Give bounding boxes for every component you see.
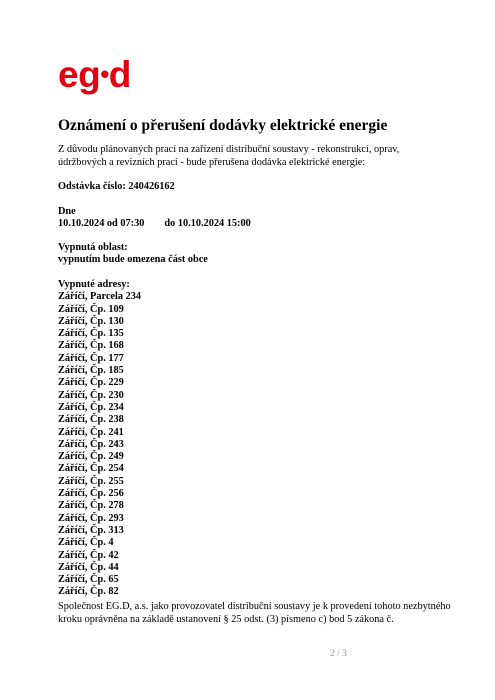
address-item: Záříčí, Čp. 65 <box>58 574 119 586</box>
area-label: Vypnutá oblast: <box>58 242 128 253</box>
address-item: Záříčí, Čp. 255 <box>58 475 124 487</box>
page-title: Oznámení o přerušení dodávky elektrické energie <box>58 117 388 134</box>
address-item: Záříčí, Čp. 44 <box>58 561 119 573</box>
area-value: vypnutím bude omezena část obce <box>58 254 208 266</box>
legal-footer: Společnost EG.D, a.s. jako provozovatel distribuční soustavy je k provedení tohoto nezbytného kroku oprávněna na základě ustanovení § 25 odst. (3) písmeno c) bod 5 zákona č. <box>58 601 451 625</box>
address-item: Záříčí, Čp. 241 <box>58 426 124 438</box>
date-to: do 10.10.2024 15:00 <box>164 218 251 230</box>
affected-area <box>58 242 208 267</box>
date-label: Dne <box>58 206 76 217</box>
date-range <box>58 218 251 230</box>
address-item: Záříčí, Čp. 313 <box>58 524 124 536</box>
address-item: Záříčí, Čp. 238 <box>58 414 124 426</box>
egd-logo: eg•d <box>58 54 131 95</box>
address-item: Záříčí, Čp. 229 <box>58 377 124 389</box>
address-item: Záříčí, Čp. 135 <box>58 328 124 340</box>
address-item: Záříčí, Parcela 234 <box>58 291 142 303</box>
address-item: Záříčí, Čp. 177 <box>58 352 124 364</box>
address-item: Záříčí, Čp. 230 <box>58 389 124 401</box>
address-item: Záříčí, Čp. 243 <box>58 438 124 450</box>
address-list <box>58 291 141 598</box>
address-item: Záříčí, Čp. 293 <box>58 512 124 524</box>
address-item: Záříčí, Čp. 42 <box>58 549 119 561</box>
address-item: Záříčí, Čp. 185 <box>58 365 124 377</box>
page-number: 2 / 3 <box>330 649 347 659</box>
address-item: Záříčí, Čp. 256 <box>58 488 124 500</box>
addresses-label: Vypnuté adresy: <box>58 279 130 290</box>
address-item: Záříčí, Čp. 130 <box>58 315 124 327</box>
address-item: Záříčí, Čp. 82 <box>58 586 119 598</box>
intro-paragraph: Z důvodu plánovaných prací na zařízení distribuční soustavy - rekonstrukcí, oprav, údržbových a revizních prací - bude přerušena dodávka elektrické energie: <box>58 144 400 168</box>
address-item: Záříčí, Čp. 254 <box>58 463 124 475</box>
address-item: Záříčí, Čp. 109 <box>58 303 124 315</box>
address-item: Záříčí, Čp. 168 <box>58 340 124 352</box>
date-from: 10.10.2024 od 07:30 <box>58 218 145 230</box>
address-item: Záříčí, Čp. 4 <box>58 537 114 549</box>
outage-date-block <box>58 206 251 231</box>
affected-addresses <box>58 279 141 599</box>
address-item: Záříčí, Čp. 234 <box>58 401 124 413</box>
address-item: Záříčí, Čp. 278 <box>58 500 124 512</box>
address-item: Záříčí, Čp. 249 <box>58 451 124 463</box>
outage-number: Odstávka číslo: 240426162 <box>58 181 175 192</box>
